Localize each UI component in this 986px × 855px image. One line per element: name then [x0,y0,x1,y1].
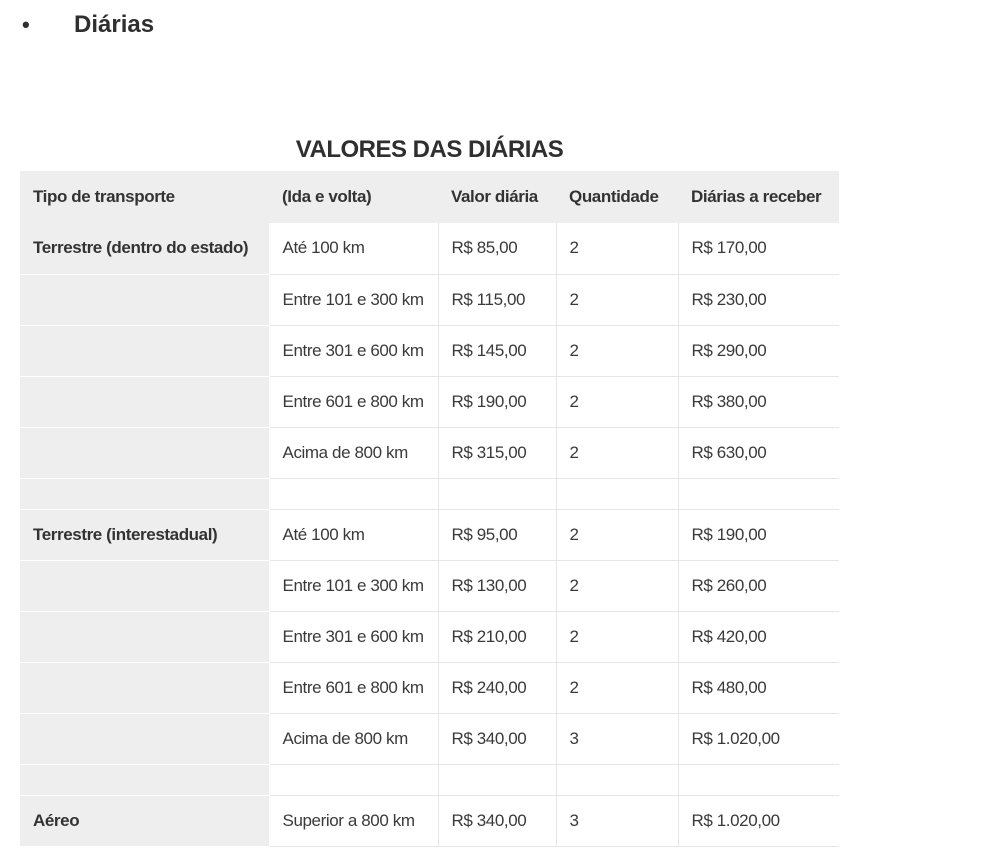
tipo-cell-empty [20,478,269,509]
tipo-cell: Aéreo [20,795,269,846]
empty-cell [269,478,438,509]
quantidade-cell: 2 [556,325,678,376]
tipo-cell-empty [20,713,269,764]
receber-cell: R$ 480,00 [678,662,839,713]
receber-cell: R$ 380,00 [678,376,839,427]
table-row [20,560,839,611]
receber-cell: R$ 630,00 [678,427,839,478]
valor-cell: R$ 130,00 [438,560,556,611]
valor-cell: R$ 210,00 [438,611,556,662]
tipo-cell-empty [20,274,269,325]
valor-cell: R$ 95,00 [438,509,556,560]
quantidade-cell: 2 [556,376,678,427]
valor-cell: R$ 85,00 [438,223,556,274]
distancia-cell: Superior a 800 km [269,795,438,846]
table-header-row [20,171,839,223]
header-valor-diaria: Valor diária [438,171,556,223]
valor-cell: R$ 340,00 [438,795,556,846]
valor-cell: R$ 145,00 [438,325,556,376]
empty-cell [438,478,556,509]
empty-cell [269,764,438,795]
table-row [20,509,839,560]
tipo-cell-empty [20,560,269,611]
spacer-row [20,478,839,509]
tipo-cell-empty [20,376,269,427]
quantidade-cell: 2 [556,560,678,611]
spacer-row [20,764,839,795]
quantidade-cell: 2 [556,274,678,325]
tipo-cell-empty [20,325,269,376]
receber-cell: R$ 420,00 [678,611,839,662]
header-tipo-de-transporte: Tipo de transporte [20,171,269,223]
table-row [20,611,839,662]
tipo-cell-empty [20,764,269,795]
table-row [20,795,839,846]
valor-cell: R$ 315,00 [438,427,556,478]
quantidade-cell: 2 [556,509,678,560]
table-row [20,662,839,713]
valor-cell: R$ 340,00 [438,713,556,764]
distancia-cell: Entre 301 e 600 km [269,611,438,662]
quantidade-cell: 2 [556,611,678,662]
header-diarias-a-receber: Diárias a receber [678,171,839,223]
table-row [20,325,839,376]
empty-cell [556,478,678,509]
valor-cell: R$ 115,00 [438,274,556,325]
table-title: VALORES DAS DIÁRIAS [295,136,564,163]
empty-cell [438,764,556,795]
receber-cell: R$ 230,00 [678,274,839,325]
receber-cell: R$ 190,00 [678,509,839,560]
empty-cell [678,478,839,509]
receber-cell: R$ 1.020,00 [678,795,839,846]
distancia-cell: Até 100 km [269,509,438,560]
distancia-cell: Entre 601 e 800 km [269,376,438,427]
quantidade-cell: 2 [556,662,678,713]
section-heading [22,8,154,42]
distancia-cell: Acima de 800 km [269,713,438,764]
tipo-cell-empty [20,427,269,478]
section-title: Diárias [74,11,155,38]
header-quantidade: Quantidade [556,171,678,223]
diarias-table [20,171,839,847]
tipo-cell: Terrestre (interestadual) [20,509,269,560]
header-ida-e-volta: (Ida e volta) [269,171,438,223]
quantidade-cell: 3 [556,795,678,846]
tipo-cell-empty [20,662,269,713]
quantidade-cell: 3 [556,713,678,764]
valor-cell: R$ 240,00 [438,662,556,713]
tipo-cell: Terrestre (dentro do estado) [20,223,269,274]
table-row [20,274,839,325]
distancia-cell: Até 100 km [269,223,438,274]
distancia-cell: Entre 101 e 300 km [269,560,438,611]
receber-cell: R$ 260,00 [678,560,839,611]
receber-cell: R$ 170,00 [678,223,839,274]
bullet-icon: • [22,12,30,37]
valor-cell: R$ 190,00 [438,376,556,427]
quantidade-cell: 2 [556,223,678,274]
tipo-cell-empty [20,611,269,662]
empty-cell [678,764,839,795]
receber-cell: R$ 1.020,00 [678,713,839,764]
empty-cell [556,764,678,795]
distancia-cell: Entre 301 e 600 km [269,325,438,376]
table-row [20,223,839,274]
table-row [20,713,839,764]
distancia-cell: Entre 601 e 800 km [269,662,438,713]
quantidade-cell: 2 [556,427,678,478]
distancia-cell: Entre 101 e 300 km [269,274,438,325]
table-row [20,376,839,427]
distancia-cell: Acima de 800 km [269,427,438,478]
table-row [20,427,839,478]
receber-cell: R$ 290,00 [678,325,839,376]
